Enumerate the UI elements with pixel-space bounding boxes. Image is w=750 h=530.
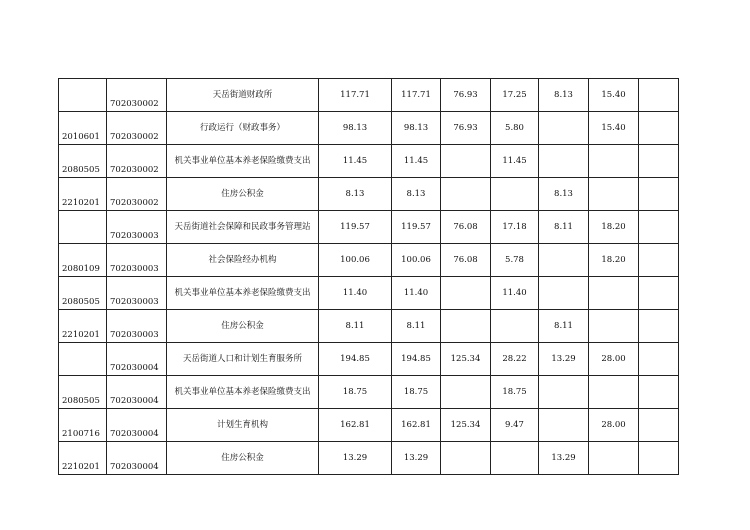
cell-name: 住房公积金 <box>167 178 319 211</box>
cell-code: 2010601 <box>59 112 107 145</box>
cell-social: 5.80 <box>491 112 539 145</box>
table-row <box>59 277 679 310</box>
cell-code: 2080505 <box>59 376 107 409</box>
cell-total: 100.06 <box>319 244 392 277</box>
cell-housing <box>539 112 589 145</box>
cell-code: 2210201 <box>59 442 107 475</box>
cell-name: 天岳街道人口和计划生育服务所 <box>167 343 319 376</box>
cell-housing <box>539 145 589 178</box>
cell-name: 机关事业单位基本养老保险缴费支出 <box>167 145 319 178</box>
table-row <box>59 145 679 178</box>
cell-project <box>589 178 639 211</box>
cell-basic <box>441 277 491 310</box>
cell-housing: 13.29 <box>539 343 589 376</box>
cell-extra <box>639 442 679 475</box>
cell-extra <box>639 79 679 112</box>
cell-code <box>59 343 107 376</box>
cell-social: 28.22 <box>491 343 539 376</box>
cell-code: 2210201 <box>59 178 107 211</box>
cell-basic <box>441 178 491 211</box>
cell-social: 5.78 <box>491 244 539 277</box>
cell-basic <box>441 145 491 178</box>
cell-code <box>59 211 107 244</box>
cell-general: 100.06 <box>392 244 441 277</box>
cell-social <box>491 442 539 475</box>
cell-total: 18.75 <box>319 376 392 409</box>
cell-basic <box>441 376 491 409</box>
cell-total: 117.71 <box>319 79 392 112</box>
table-row <box>59 112 679 145</box>
cell-housing <box>539 409 589 442</box>
cell-housing: 8.11 <box>539 211 589 244</box>
cell-basic: 125.34 <box>441 409 491 442</box>
cell-general: 11.45 <box>392 145 441 178</box>
cell-project: 15.40 <box>589 79 639 112</box>
cell-unit: 702030002 <box>107 79 167 112</box>
cell-name: 行政运行（财政事务） <box>167 112 319 145</box>
cell-name: 计划生育机构 <box>167 409 319 442</box>
cell-total: 8.11 <box>319 310 392 343</box>
cell-project: 28.00 <box>589 409 639 442</box>
cell-project <box>589 145 639 178</box>
table-row <box>59 211 679 244</box>
cell-unit: 702030004 <box>107 376 167 409</box>
cell-general: 98.13 <box>392 112 441 145</box>
cell-basic <box>441 310 491 343</box>
cell-name: 机关事业单位基本养老保险缴费支出 <box>167 277 319 310</box>
cell-extra <box>639 112 679 145</box>
cell-total: 162.81 <box>319 409 392 442</box>
cell-total: 11.40 <box>319 277 392 310</box>
cell-general: 119.57 <box>392 211 441 244</box>
cell-general: 117.71 <box>392 79 441 112</box>
cell-total: 194.85 <box>319 343 392 376</box>
cell-social: 9.47 <box>491 409 539 442</box>
cell-extra <box>639 409 679 442</box>
table-row <box>59 442 679 475</box>
cell-unit: 702030004 <box>107 343 167 376</box>
cell-name: 天岳街道社会保障和民政事务管理站 <box>167 211 319 244</box>
cell-code: 2080505 <box>59 145 107 178</box>
cell-social <box>491 178 539 211</box>
cell-basic: 76.93 <box>441 112 491 145</box>
table-row <box>59 178 679 211</box>
cell-project: 28.00 <box>589 343 639 376</box>
cell-name: 社会保险经办机构 <box>167 244 319 277</box>
cell-basic <box>441 442 491 475</box>
cell-general: 13.29 <box>392 442 441 475</box>
cell-housing: 8.13 <box>539 178 589 211</box>
cell-social: 17.18 <box>491 211 539 244</box>
cell-unit: 702030004 <box>107 442 167 475</box>
cell-code: 2080505 <box>59 277 107 310</box>
cell-project: 18.20 <box>589 211 639 244</box>
table-row <box>59 409 679 442</box>
cell-housing <box>539 376 589 409</box>
cell-social: 11.45 <box>491 145 539 178</box>
cell-housing <box>539 277 589 310</box>
cell-extra <box>639 145 679 178</box>
cell-unit: 702030002 <box>107 178 167 211</box>
cell-total: 119.57 <box>319 211 392 244</box>
cell-general: 11.40 <box>392 277 441 310</box>
cell-extra <box>639 310 679 343</box>
table-row <box>59 376 679 409</box>
cell-extra <box>639 343 679 376</box>
table-row <box>59 79 679 112</box>
cell-housing: 8.11 <box>539 310 589 343</box>
cell-general: 8.13 <box>392 178 441 211</box>
cell-unit: 702030002 <box>107 112 167 145</box>
cell-project <box>589 376 639 409</box>
table-row <box>59 310 679 343</box>
cell-basic: 76.08 <box>441 244 491 277</box>
cell-project <box>589 277 639 310</box>
budget-table <box>58 78 679 475</box>
cell-basic: 125.34 <box>441 343 491 376</box>
cell-general: 18.75 <box>392 376 441 409</box>
table-row <box>59 244 679 277</box>
cell-project <box>589 310 639 343</box>
cell-project <box>589 442 639 475</box>
cell-project: 18.20 <box>589 244 639 277</box>
cell-total: 11.45 <box>319 145 392 178</box>
cell-total: 8.13 <box>319 178 392 211</box>
cell-social <box>491 310 539 343</box>
cell-housing <box>539 244 589 277</box>
cell-extra <box>639 277 679 310</box>
cell-basic: 76.08 <box>441 211 491 244</box>
cell-code <box>59 79 107 112</box>
table-row <box>59 343 679 376</box>
cell-total: 13.29 <box>319 442 392 475</box>
cell-extra <box>639 244 679 277</box>
cell-unit: 702030003 <box>107 277 167 310</box>
cell-extra <box>639 178 679 211</box>
cell-unit: 702030003 <box>107 244 167 277</box>
cell-name: 天岳街道财政所 <box>167 79 319 112</box>
cell-unit: 702030003 <box>107 310 167 343</box>
cell-code: 2210201 <box>59 310 107 343</box>
cell-social: 18.75 <box>491 376 539 409</box>
cell-general: 194.85 <box>392 343 441 376</box>
cell-name: 机关事业单位基本养老保险缴费支出 <box>167 376 319 409</box>
cell-total: 98.13 <box>319 112 392 145</box>
cell-general: 8.11 <box>392 310 441 343</box>
cell-social: 11.40 <box>491 277 539 310</box>
cell-extra <box>639 211 679 244</box>
cell-social: 17.25 <box>491 79 539 112</box>
cell-project: 15.40 <box>589 112 639 145</box>
cell-extra <box>639 376 679 409</box>
cell-unit: 702030003 <box>107 211 167 244</box>
cell-basic: 76.93 <box>441 79 491 112</box>
cell-code: 2080109 <box>59 244 107 277</box>
cell-unit: 702030004 <box>107 409 167 442</box>
cell-general: 162.81 <box>392 409 441 442</box>
cell-housing: 13.29 <box>539 442 589 475</box>
cell-name: 住房公积金 <box>167 310 319 343</box>
cell-name: 住房公积金 <box>167 442 319 475</box>
cell-housing: 8.13 <box>539 79 589 112</box>
cell-unit: 702030002 <box>107 145 167 178</box>
cell-code: 2100716 <box>59 409 107 442</box>
